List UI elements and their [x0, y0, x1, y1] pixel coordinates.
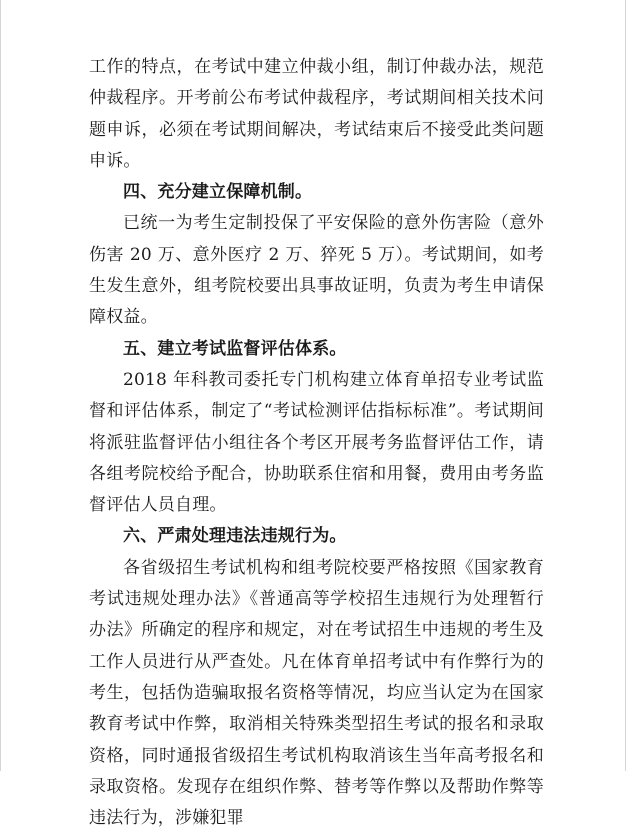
paragraph-insurance: 已统一为考生定制投保了平安保险的意外伤害险（意外伤害 20 万、意外医疗 2 万、猝死 5 万）。考试期间，如考生发生意外，组考院校要出具事故证明，负责为考生申请保障权益。	[89, 213, 544, 328]
heading-section-5: 五、建立考试监督评估体系。	[123, 338, 347, 359]
heading-section-6: 六、严肃处理违法违规行为。	[123, 526, 347, 547]
paragraph-arbitration: 工作的特点，在考试中建立仲裁小组，制订仲裁办法，规范仲裁程序。开考前公布考试仲裁程序，考试期间相关技术问题申诉，必须在考试期间解决，考试结束后不接受此类问题申诉。	[89, 57, 544, 171]
heading-section-4: 四、充分建立保障机制。	[123, 182, 313, 203]
paragraph-supervision: 2018 年科教司委托专门机构建立体育单招专业考试监督和评估体系，制定了“考试检测评估指标标准”。考试期间将派驻监督评估小组往各个考区开展考务监督评估工作，请各组考院校给予配合，协助联系住宿和用餐，费用由考务监督评估人员自理。	[89, 369, 544, 516]
document-body	[89, 52, 544, 834]
paragraph-violations: 各省级招生考试机构和组考院校要严格按照《国家教育考试违规处理办法》《普通高等学校招生违规行为处理暂行办法》所确定的程序和规定，对在考试招生中违规的考生及工作人员进行从严查处。凡在体育单招考试中有作弊行为的考生，包括伪造骗取报名资格等情况，均应当认定为在国家教育考试中作弊，取消相关特殊类型招生考试的报名和录取资格，同时通报省级招生考试机构取消该生当年高考报名和录取资格。发现存在组织作弊、替考等作弊以及帮助作弊等违法行为，涉嫌犯罪	[89, 557, 544, 829]
